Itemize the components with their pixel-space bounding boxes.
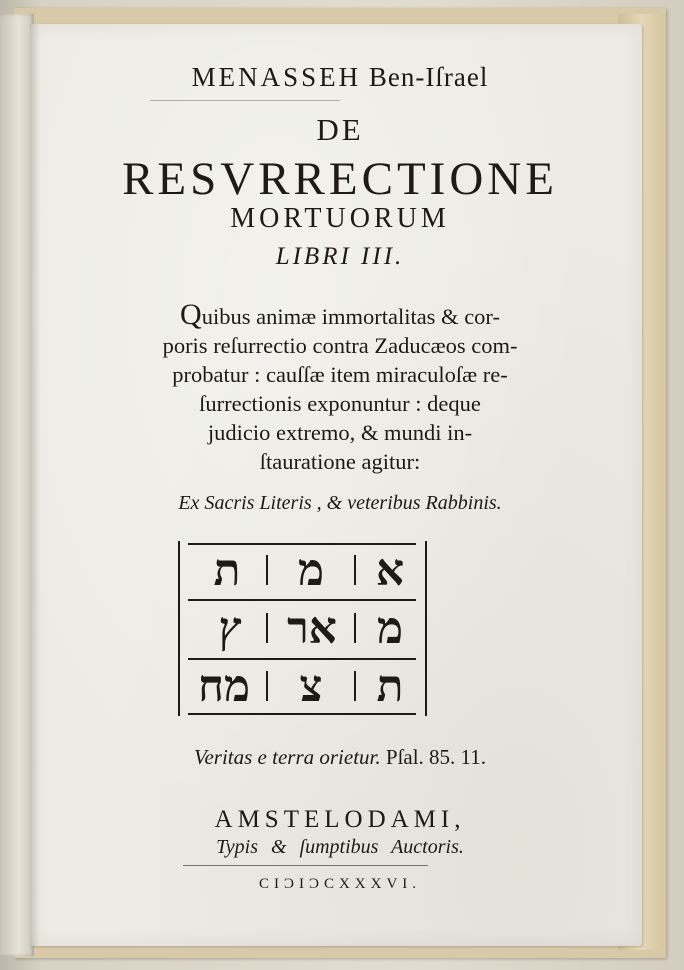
motto-reference: Pſal. 85. 11. bbox=[385, 745, 487, 769]
cell-divider bbox=[354, 613, 356, 643]
hebrew-cell: מ bbox=[297, 545, 325, 596]
hebrew-cell: מ bbox=[376, 603, 404, 654]
imprint-place: AMSTELODAMI, bbox=[214, 806, 466, 833]
volume-count: LIBRI III. bbox=[275, 243, 405, 270]
author-underline bbox=[150, 100, 340, 101]
cell-divider bbox=[354, 671, 356, 701]
description-paragraph bbox=[60, 300, 620, 476]
cell-divider bbox=[266, 555, 268, 585]
main-title: RESVRRECTIONE bbox=[122, 153, 558, 205]
imprint-year: CIϽIϽCXXXVI. bbox=[258, 876, 422, 892]
hebrew-cell: מח bbox=[197, 661, 251, 712]
hebrew-cell: ץ bbox=[218, 603, 242, 654]
hebrew-cell: א bbox=[375, 545, 405, 596]
author-line bbox=[60, 62, 620, 93]
description-line: judicio extremo, & mundi in- bbox=[207, 420, 473, 445]
grid-rule bbox=[188, 713, 416, 715]
cell-divider bbox=[266, 613, 268, 643]
description-line: ſtauratione agitur: bbox=[259, 449, 421, 474]
description-line-rest: uibus animæ immortalitas & cor- bbox=[201, 304, 500, 329]
hebrew-cell: אר bbox=[287, 603, 337, 654]
author-name-rest: Ben-Iſrael bbox=[368, 62, 489, 92]
motto-line bbox=[60, 745, 620, 770]
sources-line: Ex Sacris Literis , & veteribus Rabbinis. bbox=[178, 492, 502, 514]
motto-text: Veritas e terra orietur. bbox=[193, 745, 381, 769]
description-line: ſurrectionis exponuntur : deque bbox=[199, 391, 481, 416]
cell-divider bbox=[354, 555, 356, 585]
description-line: Quibus animæ immortalitas & cor- bbox=[180, 298, 500, 331]
author-name-caps: MENASSEH bbox=[191, 62, 362, 92]
main-subtitle: MORTUORUM bbox=[230, 203, 450, 234]
hebrew-cell: ת bbox=[376, 661, 404, 712]
cell-divider bbox=[266, 671, 268, 701]
hebrew-cell: ת bbox=[213, 545, 241, 596]
hebrew-cell: צ bbox=[299, 661, 323, 712]
grid-rule bbox=[188, 658, 416, 660]
description-line: poris reſurrectio contra Zaducæos com- bbox=[162, 333, 518, 358]
imprint-rule bbox=[183, 865, 428, 866]
imprint-printer: Typis & ſumptibus Auctoris. bbox=[216, 836, 464, 858]
grid-rule bbox=[188, 599, 416, 601]
title-preposition: DE bbox=[316, 112, 364, 147]
hebrew-letter-grid bbox=[178, 541, 427, 716]
description-line: probatur : cauſſæ item miraculoſæ re- bbox=[172, 362, 508, 387]
